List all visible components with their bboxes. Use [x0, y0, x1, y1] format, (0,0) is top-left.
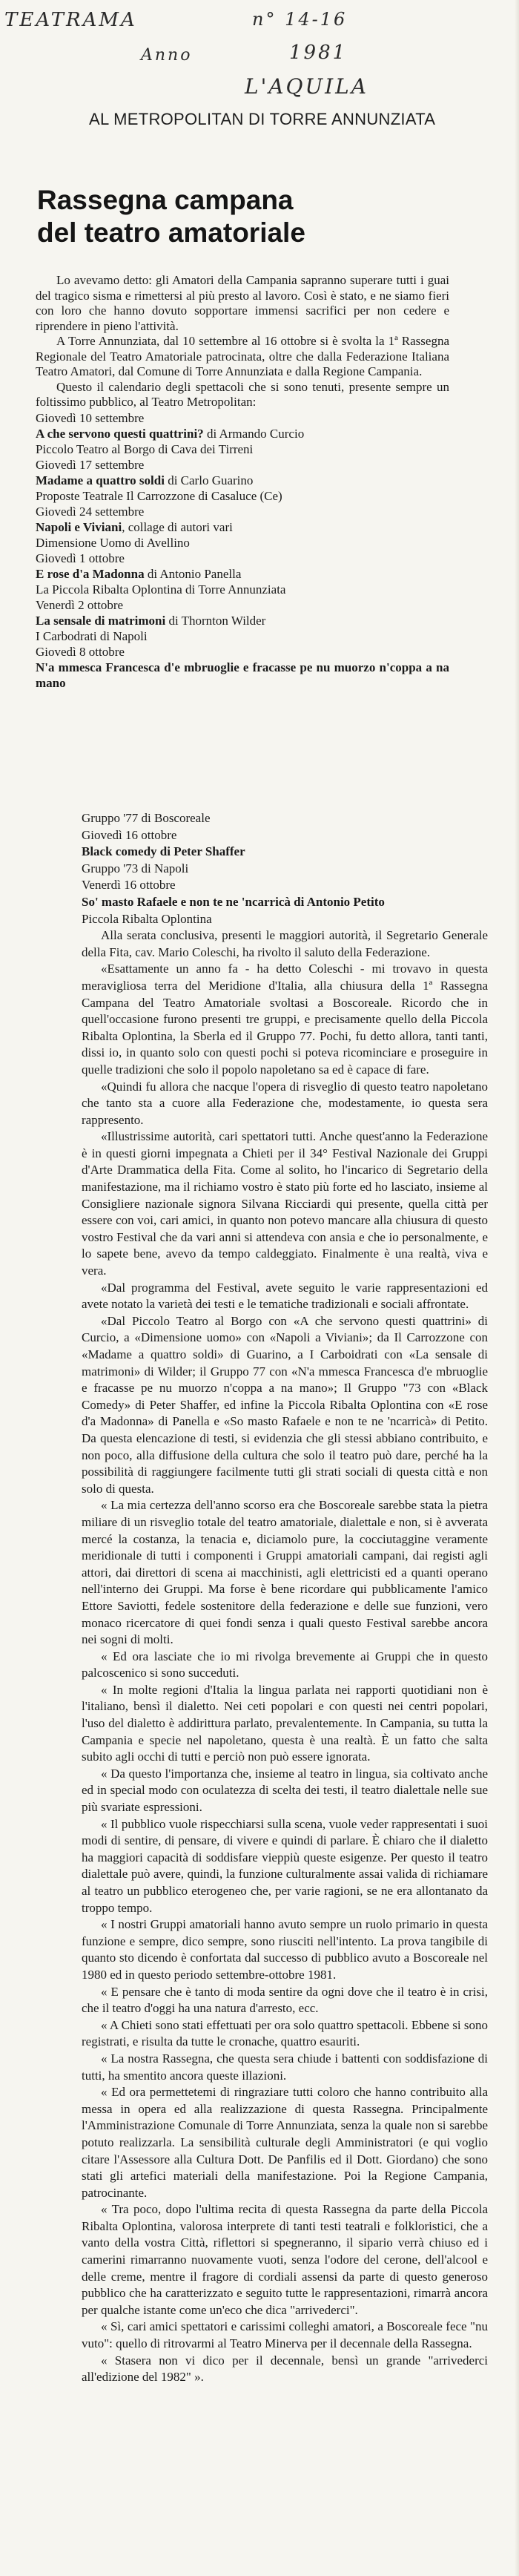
- schedule-line: Piccola Ribalta Oplontina: [82, 911, 212, 926]
- body-paragraph: « E pensare che è tanto di moda sentire da ogni dove che il teatro è in crisi, che il teatro d'oggi ha una natura d'arresto, ecc.: [82, 1984, 488, 2016]
- schedule-group: Proposte Teatrale Il Carrozzone di Casaluce (Ce): [36, 488, 282, 503]
- schedule-author: , collage di autori vari: [122, 519, 233, 534]
- schedule-entry: [36, 551, 449, 597]
- venue-header: AL METROPOLITAN DI TORRE ANNUNZIATA: [89, 110, 436, 128]
- body-paragraph: « Stasera non vi dico per il decennale, bensì un grande "arrivederci all'edizione del 1982" ».: [82, 2353, 488, 2385]
- schedule-line: Gruppo '77 di Boscoreale: [82, 811, 211, 825]
- body-paragraph: « In molte regioni d'Italia la lingua parlata nei rapporti quotidiani non è l'italiano, bensì il dialetto. Nei ceti popolari e con questi nei centri popolari, l'uso del dialetto è addirittura parlato, prevalentemente. In Campania, su tutta la Campania e specie nel napoletano, questa è una realtà. È un fatto che salta subito agli occhi di tutti e perciò non può essere ignorata.: [82, 1682, 488, 1764]
- handwritten-title: TEATRAMA: [4, 9, 137, 31]
- handwritten-issue: n° 14-16: [252, 9, 348, 30]
- body-paragraph: «Dal Piccolo Teatro al Borgo con «A che servono questi quattrini» di Curcio, a «Dimensione uomo» con «Napoli a Viviani»; da Il Carrozzone con «Madame a quattro soldi» di Guarino, a I Carboidrati con «La sensale di matrimoni» di Wilder; il Gruppo 77 con «N'a mmesca Francesca d'e mbruoglie e fracasse pe nu muorzo n'coppa a na mano»; Il Gruppo "73 con «Black Comedy» di Peter Shaffer, ed infine la Piccola Ribalta Oplontina con «E rose d'a Madonna» di Panella e «So masto Rafaele e non te ne 'ncarricà» di Petito. Da questa elencazione di testi, si evidenzia che gli stessi abbiano contribuito, e non poco, alla diffusione della cultura che solo il teatro può dare, perché ha la possibilità di raggiungere facilmente tutti gli strati sociali di questa città e non solo di questa.: [82, 1313, 488, 1496]
- schedule-group: La Piccola Ribalta Oplontina di Torre Annunziata: [36, 582, 286, 597]
- body-paragraph: « I nostri Gruppi amatoriali hanno avuto sempre un ruolo primario in questa funzione e sempre, dico sempre, sono riusciti nell'intento. La prova tangibile di quanto sto dicendo è confortata dal successo di pubblico avuto a Boscoreale nel 1980 ed in questo periodo settembre-ottobre 1981.: [82, 1917, 488, 1982]
- schedule-author: di Carlo Guarino: [164, 473, 254, 487]
- schedule-line: Giovedì 16 ottobre: [82, 827, 177, 842]
- schedule-play: [36, 473, 253, 487]
- headline-line-1: Rassegna campana: [37, 185, 294, 215]
- schedule-entry: [36, 410, 449, 457]
- page-edge-shadow: [515, 0, 519, 2576]
- schedule-line: So' masto Rafaele e non te ne 'ncarricà di Antonio Petito: [82, 894, 385, 909]
- intro-paragraph: Lo avevamo detto: gli Amatori della Campania sapranno superare tutti i guai del tragico sisma e rimettersi al più presto al lavoro. Così è stato, e ne siamo fieri con loro che hanno dovuto sopportare immensi sacrifici per non cedere e riprendere in pieno l'attività.: [36, 273, 449, 333]
- body-paragraph: « La mia certezza dell'anno scorso era che Boscoreale sarebbe stata la pietra miliare di un risveglio totale del teatro amatoriale, dialettale e non, si è avverata mercé la costanza, la tenacia e, diciamolo pure, la cocciutaggine veramente meridionale di tutti i componenti i Gruppi amatoriali campani, dai registi agli attori, dai direttori di scena ai macchinisti, agli elettricisti ed a quanti operano nell'interno dei Gruppi. Ma forse è bene ricordare qui pubblicamente l'amico Ettore Saviotti, fedele sostenitore della federazione e delle sue funzioni, vero monaco ricercatore di quei fondi senza i quali questo Festival sarebbe ancora nei sogni di molti.: [82, 1498, 488, 1647]
- handwritten-place: L'AQUILA: [245, 74, 368, 99]
- schedule-author: di Thornton Wilder: [165, 613, 266, 628]
- schedule-title: A che servono questi quattrini?: [36, 426, 204, 441]
- schedule-entry: [36, 457, 449, 504]
- schedule-title: N'a mmesca Francesca d'e mbruoglie e fracasse pe nu muorzo n'coppa a na mano: [36, 660, 449, 690]
- body-paragraph: « Il pubblico vuole rispecchiarsi sulla scena, vuole veder rappresentati i suoi modi di sentire, di pensare, di vivere e quindi di parlare. È chiaro che il dialetto ha maggiori capacità di soddisfare vieppiù queste esigenze. Per questo il teatro dialettale può avere, quindi, la funzione culturalmente assai valida di richiamare al teatro un pubblico eterogeneo che, per varie ragioni, se ne era allontanato da troppo tempo.: [82, 1816, 488, 1915]
- schedule-day: Giovedì 17 settembre: [36, 457, 145, 472]
- body-paragraph: « Sì, cari amici spettatori e carissimi colleghi amatori, a Boscoreale fece "nu vuto": quello di ritrovarmi al Teatro Minerva per il decennale della Rassegna.: [82, 2319, 488, 2351]
- body-paragraph: « Tra poco, dopo l'ultima recita di questa Rassegna da parte della Piccola Ribalta Oplontina, valorosa interprete di tanti testi teatrali e folkloristici, che a vanto della vostra Città, riflettori si spegneranno, il sipario verrà chiuso ed i camerini rimarranno nuovamente vuoti, senza l'odore del cerone, dell'alcool e delle creme, mentre il fragore di cordiali assensi da parte di questo generoso pubblico che ha caratterizzato e seguito tutte le rappresentazioni, rimarrà ancora per qualche istante come un'eco che dica "arrivederci".: [82, 2202, 488, 2317]
- body-paragraph: « Ed ora permettetemi di ringraziare tutti coloro che hanno contribuito alla messa in opera ed alla realizzazione di questa Rassegna. Principalmente l'Amministrazione Comunale di Torre Annunziata, senza la quale non si sarebbe potuto realizzarla. La sensibilità culturale degli Amministratori (e qui voglio citare l'Assessore alla Cultura Dott. De Panfilis ed il Dott. Giordano) che sono stati gli artefici materiali della manifestazione. Poi la Regione Campania, patrocinante.: [82, 2085, 488, 2200]
- article-body-column: [82, 810, 488, 2386]
- body-paragraph: « A Chieti sono stati effettuati per ora solo quattro spettacoli. Ebbene si sono registrati, e risulta da tutte le cronache, quattro esauriti.: [82, 2017, 488, 2049]
- schedule-continued: [82, 810, 488, 927]
- body-paragraph: « Ed ora lasciate che io mi rivolga brevemente ai Gruppi che in questo palcoscenico si sono succeduti.: [82, 1649, 488, 1680]
- intro-paragraph: Questo il calendario degli spettacoli che si sono tenuti, presente sempre un foltissimo pubblico, al Teatro Metropolitan:: [36, 379, 449, 409]
- schedule-entry: [36, 597, 449, 644]
- schedule-group: I Carbodrati di Napoli: [36, 628, 148, 643]
- schedule-line: Black comedy di Peter Shaffer: [82, 844, 245, 859]
- schedule-entry: [36, 644, 449, 691]
- schedule-day: Giovedì 24 settembre: [36, 504, 145, 519]
- schedule-title: Madame a quattro soldi: [36, 473, 165, 487]
- schedule-title: Napoli e Viviani: [36, 519, 122, 534]
- handwritten-year: 1981: [289, 42, 348, 64]
- schedule-play: [36, 567, 241, 581]
- schedule-author: di Armando Curcio: [203, 426, 305, 441]
- schedule-day: Giovedì 10 settembre: [36, 410, 145, 425]
- intro-paragraph: A Torre Annunziata, dal 10 settembre al 16 ottobre si è svolta la 1ª Rassegna Regionale del Teatro Amatoriale patrocinata, oltre che dalla Federazione Italiana Teatro Amatori, dal Comune di Torre Annunziata e dalla Regione Campania.: [36, 334, 449, 378]
- schedule-day: Giovedì 1 ottobre: [36, 551, 125, 565]
- body-paragraph: «Dal programma del Festival, avete seguito le varie rappresentazioni ed avete notato la varietà dei testi e le tematiche tradizionali e sociali affrontate.: [82, 1280, 488, 1312]
- schedule-line: Gruppo '73 di Napoli: [82, 861, 189, 875]
- schedule-play: [36, 520, 233, 534]
- body-paragraph: « Da questo l'importanza che, insieme al teatro in lingua, sia coltivato anche ed in special modo con oculatezza di scelta dei testi, il teatro dialettale nelle sue più svariate espressioni.: [82, 1766, 488, 1815]
- schedule-day: Venerdì 2 ottobre: [36, 597, 124, 612]
- body-paragraph: « La nostra Rassegna, che questa sera chiude i battenti con soddisfazione di tutti, ha smentito ancora queste illazioni.: [82, 2051, 488, 2083]
- schedule-line: Venerdì 16 ottobre: [82, 878, 176, 893]
- article-headline: [37, 184, 452, 249]
- article-intro-column: [36, 273, 449, 691]
- headline-line-2: del teatro amatoriale: [37, 217, 305, 248]
- schedule-title: E rose d'a Madonna: [36, 566, 145, 581]
- body-paragraph: «Esattamente un anno fa - ha detto Coleschi - mi trovavo in questa meravigliosa terra del Meridione d'Italia, alla chiusura della 1ª Rassegna Campana del Teatro Amatoriale svoltasi a Boscoreale. Ricordo che in quell'occasione furono presenti tre gruppi, e precisamente quello della Piccola Ribalta Oplontina, la Sberla ed il Gruppo 77. Pochi, fu detto allora, tanti tanti, dissi io, in quanto solo con questi pochi si poteva ricominciare e proseguire in quelle tradizioni che solo il popolo napoletano sa ed è capace di fare.: [82, 962, 488, 1077]
- body-paragraph: «Quindi fu allora che nacque l'opera di risveglio di questo teatro napoletano che tanto sta a cuore alla Federazione che, modestamente, io questa sera rappresento.: [82, 1079, 488, 1127]
- body-paragraph: Alla serata conclusiva, presenti le maggiori autorità, il Segretario Generale della Fita, cav. Mario Coleschi, ha rivolto il saluto della Federazione.: [82, 928, 488, 959]
- schedule-entry: [36, 504, 449, 551]
- schedule-author: di Antonio Panella: [144, 566, 242, 581]
- schedule-title: La sensale di matrimoni: [36, 613, 166, 628]
- schedule-play: [36, 427, 304, 441]
- schedule-group: Dimensione Uomo di Avellino: [36, 535, 190, 550]
- schedule-group: Piccolo Teatro al Borgo di Cava dei Tirreni: [36, 441, 254, 456]
- schedule-play: [36, 660, 449, 690]
- schedule-list: [36, 410, 449, 691]
- handwritten-year-label: Anno: [141, 46, 193, 65]
- body-paragraph: «Illustrissime autorità, cari spettatori tutti. Anche quest'anno la Federazione è in questi giorni impegnata a Chieti per il 34° Festival Nazionale dei Gruppi d'Arte Drammatica della Fita. Come al solito, ho l'incarico di Segretario della manifestazione, ma il richiamo vostro è stato più forte ed ho lasciato, insieme al Consigliere nazionale signora Silvana Ricciardi qui presente, quella città per essere con voi, cari amici, in quanto non potevo mancare alla chiusura di questo vostro Festival che da vari anni si attendeva con ansia e che io personalmente, e lo sapete bene, avevo da tempo caldeggiato. Finalmente è una realtà, viva e vera.: [82, 1129, 488, 1278]
- schedule-play: [36, 614, 265, 628]
- schedule-day: Giovedì 8 ottobre: [36, 644, 125, 659]
